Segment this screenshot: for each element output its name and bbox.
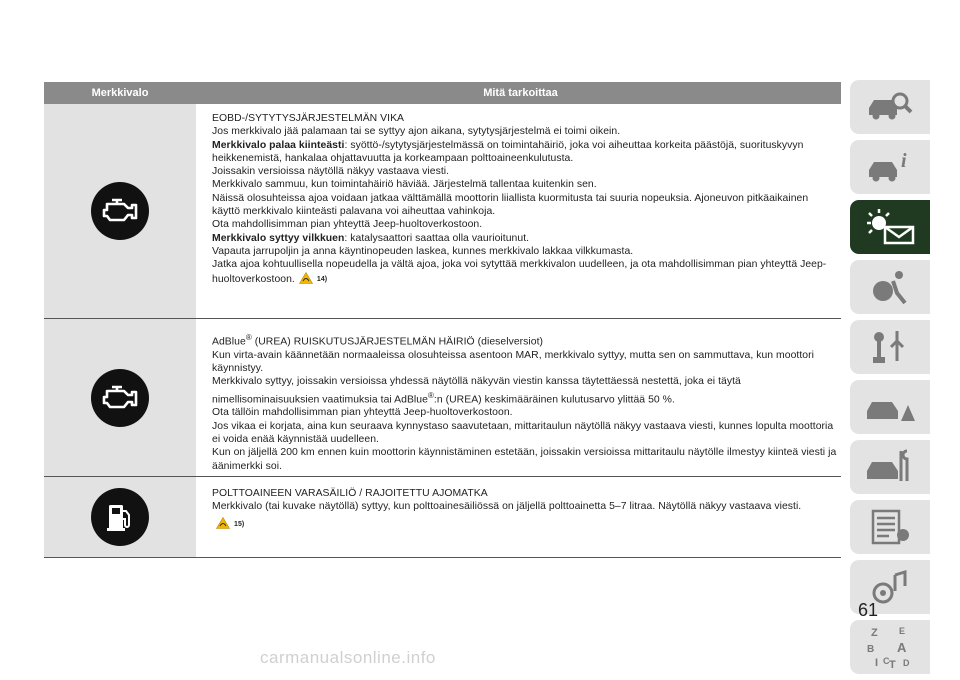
car-maintenance-icon — [865, 447, 915, 487]
header-warning-light: Merkkivalo — [91, 87, 149, 99]
table-row — [44, 104, 841, 319]
engine-check-icon — [91, 369, 149, 427]
index-letter: D — [903, 658, 910, 668]
tab-index[interactable] — [850, 620, 930, 674]
paragraph: Ota mahdollisimman pian yhteyttä Jeep-huoltoverkostoon. — [212, 219, 483, 231]
index-letter: C — [883, 656, 890, 666]
fuel-pump-icon — [91, 488, 149, 546]
description-cell — [202, 104, 841, 318]
bold-label: Merkkivalo palaa kiinteästi — [212, 139, 345, 151]
paragraph — [212, 232, 837, 245]
paragraph: Näissä olosuhteissa ajoa voidaan jatkaa välttämällä moottorin liiallista kuormitusta tai suuria nopeuksia. Ajoneuvon pitkäaikainen käyttö merkkivalo kiinteästi palavana voi aiheuttaa vahinkoja. — [212, 192, 809, 218]
paragraph: Joissakin versioissa näytöllä näkyy vastaava viesti. — [212, 166, 450, 178]
description-cell — [202, 319, 841, 476]
engine-check-icon — [91, 182, 149, 240]
paragraph — [212, 258, 837, 288]
paragraph: Ota tällöin mahdollisimman pian yhteyttä Jeep-huoltoverkostoon. — [212, 407, 513, 419]
car-info-icon — [865, 149, 915, 185]
paragraph: Kun on jäljellä 200 km ennen kuin moottorin käynnistäminen estetään, joissakin versioissa mittaritaulu näytölle ilmestyy kiinteä viesti ja äänimerkki soi. — [212, 447, 837, 472]
paragraph: Vapauta jarrupoljin ja anna käyntinopeuden laskea, kunnes merkkivalo lakkaa vilkkumasta. — [212, 245, 634, 257]
tab-servicing[interactable] — [850, 440, 930, 494]
title — [212, 331, 837, 349]
paragraph: Merkkivalo (tai kuvake näytöllä) syttyy, kun polttoainesäiliössä on jäljellä polttoainetta 5–7 litraa. Näytöllä näkyy vastaava viesti. — [212, 501, 802, 513]
index-letter: B — [867, 644, 875, 655]
text: : katalysaattori saattaa olla vaurioitunut. — [344, 232, 530, 244]
svg-text:i: i — [901, 150, 907, 172]
registered-mark: ® — [427, 390, 434, 400]
tab-vehicle-info[interactable] — [850, 140, 930, 194]
warning-triangle-icon — [216, 517, 230, 533]
watermark[interactable]: carmanualsonline.info — [260, 648, 436, 667]
title: POLTTOAINEEN VARASÄILIÖ / RAJOITETTU AJOMATKA — [212, 488, 488, 499]
header-meaning: Mitä tarkoittaa — [483, 87, 558, 99]
index-letter: A — [897, 640, 907, 655]
registered-mark: ® — [245, 333, 252, 342]
index-letter: Z — [871, 627, 878, 639]
index-letter: T — [889, 659, 896, 670]
car-breakdown-icon — [865, 387, 915, 427]
warning-lights-table — [44, 82, 841, 558]
table-row — [44, 477, 841, 558]
text: Merkkivalo syttyy, joissakin versioissa yhdessä näytöllä näkyvän viestin kanssa täytettäessä nestettä, joka ei täytä nimellisominaisuuksien vaatimuksia tai AdBlue — [212, 376, 741, 406]
airbag-seat-icon — [865, 267, 915, 307]
text: :n (UREA) keskimääräinen kulutusarvo ylittää 50 %. — [433, 394, 675, 406]
specifications-list-icon — [865, 507, 915, 547]
text: (UREA) RUISKUTUSJÄRJESTELMÄN HÄIRIÖ (dieselversiot) — [251, 336, 544, 348]
icon-cell — [44, 104, 202, 318]
tab-warning-lights[interactable] — [850, 200, 930, 254]
index-letter: I — [875, 657, 879, 669]
chapter-sidebar — [850, 80, 930, 680]
car-search-icon — [865, 89, 915, 125]
page-number: 61 — [858, 600, 879, 620]
paragraph — [212, 375, 837, 406]
warning-light-message-icon — [863, 207, 917, 247]
tab-starting-driving[interactable] — [850, 320, 930, 374]
reference-note[interactable]: 15) — [234, 520, 245, 528]
tab-knowing-vehicle[interactable] — [850, 80, 930, 134]
paragraph: Kun virta-avain käännetään normaaleissa olosuhteissa asentoon MAR, merkkivalo syttyy, mutta sen on sammuttava, kun moottori käynnistyy. — [212, 349, 814, 375]
text: Jatka ajoa kohtuullisella nopeudella ja vältä ajoa, joka voi sytyttää merkkivalon uudelleen, ja ota mahdollisimman pian yhteyttä Jeep-huoltoverkostoon. — [212, 259, 827, 285]
tab-emergency[interactable] — [850, 380, 930, 434]
paragraph: Merkkivalo sammuu, kun toimintahäiriö häviää. Järjestelmä tallentaa kuitenkin sen. — [212, 179, 597, 191]
title: EOBD-/SYTYTYSJÄRJESTELMÄN VIKA — [212, 113, 405, 124]
gear-shift-icon — [865, 327, 915, 367]
index-letter: E — [899, 626, 906, 636]
icon-cell — [44, 477, 202, 557]
warning-triangle-icon — [299, 272, 313, 288]
paragraph — [212, 517, 837, 533]
text: AdBlue — [212, 336, 246, 348]
text: : syöttö-/sytytysjärjestelmässä on toimintahäiriö, joka voi aiheuttaa korkeita päästöjä, suorituskyvyn heikkenemistä, hankalaa ohjattavuutta ja korkeampaan polttoaineenkulutusta. — [212, 139, 804, 164]
paragraph: Jos vikaa ei korjata, aina kun seuraava kynnystaso saavutetaan, mittaritaulun näytöllä näkyy vastaava viesti, kunnes lopulta moottoria ei voida enää käynnistää uudelleen. — [212, 420, 834, 446]
paragraph: Jos merkkivalo jää palamaan tai se syttyy ajon aikana, sytytysjärjestelmä ei toimi oikein. — [212, 126, 621, 138]
icon-cell — [44, 319, 202, 476]
paragraph — [212, 139, 837, 166]
table-header — [44, 82, 841, 104]
bold-label: Merkkivalo syttyy vilkkuen — [212, 232, 345, 244]
alphabetical-index-icon — [863, 624, 917, 670]
tab-safety[interactable] — [850, 260, 930, 314]
description-cell — [202, 477, 841, 557]
table-row — [44, 319, 841, 477]
tab-technical-data[interactable] — [850, 500, 930, 554]
reference-note[interactable]: 14) — [316, 275, 328, 283]
